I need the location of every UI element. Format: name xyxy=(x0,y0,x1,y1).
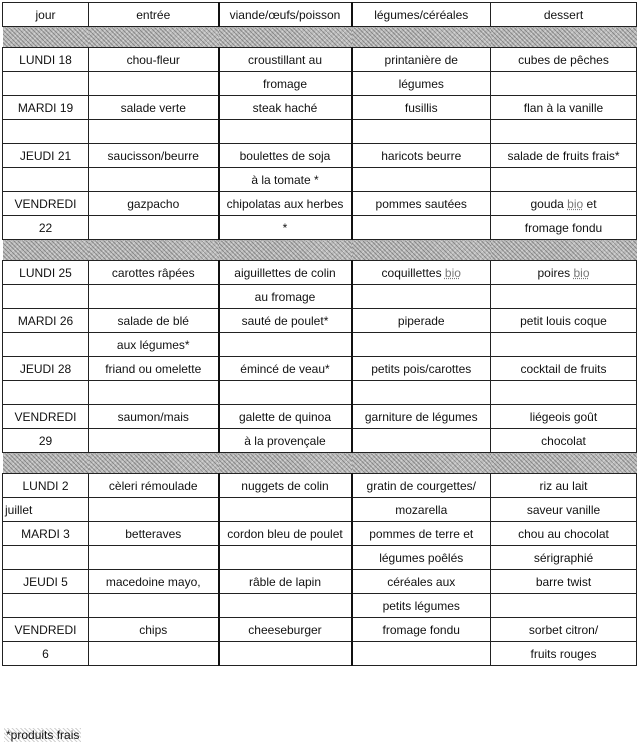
cell-legumes xyxy=(352,429,491,453)
cell-jour: MARDI 26 xyxy=(3,309,89,333)
header-entree: entrée xyxy=(89,3,219,27)
cell-legumes: céréales aux xyxy=(352,570,491,594)
cell-legumes: pommes sautées xyxy=(352,192,491,216)
menu-continuation-row xyxy=(3,594,637,618)
menu-day-row xyxy=(3,357,637,381)
cell-entree xyxy=(89,285,219,309)
separator-cell xyxy=(219,240,352,261)
cell-legumes: petits pois/carottes xyxy=(352,357,491,381)
cell-viande: râble de lapin xyxy=(219,570,352,594)
cell-jour: JEUDI 5 xyxy=(3,570,89,594)
cell-jour xyxy=(3,120,89,144)
cell-dessert xyxy=(491,594,637,618)
menu-day-row xyxy=(3,309,637,333)
header-legumes: légumes/céréales xyxy=(352,3,491,27)
cell-jour: JEUDI 28 xyxy=(3,357,89,381)
cell-entree xyxy=(89,498,219,522)
menu-continuation-row xyxy=(3,120,637,144)
cell-legumes xyxy=(352,168,491,192)
cell-legumes xyxy=(352,120,491,144)
cell-legumes: gratin de courgettes/ xyxy=(352,474,491,498)
cell-viande: à la tomate * xyxy=(219,168,352,192)
header-row xyxy=(3,3,637,27)
separator-cell xyxy=(89,453,219,474)
bio-label: bio xyxy=(573,265,590,280)
header-jour: jour xyxy=(3,3,89,27)
cell-entree: saucisson/beurre xyxy=(89,144,219,168)
cell-dessert: chocolat xyxy=(491,429,637,453)
menu-table xyxy=(2,2,637,666)
separator-cell xyxy=(3,453,89,474)
cell-dessert xyxy=(491,333,637,357)
separator-cell xyxy=(352,27,491,48)
cell-legumes xyxy=(352,333,491,357)
separator-cell xyxy=(491,240,637,261)
cell-dessert: flan à la vanille xyxy=(491,96,637,120)
menu-continuation-row xyxy=(3,72,637,96)
cell-jour xyxy=(3,546,89,570)
cell-legumes: printanière de xyxy=(352,48,491,72)
cell-legumes xyxy=(352,216,491,240)
cell-legumes: haricots beurre xyxy=(352,144,491,168)
cell-viande: steak haché xyxy=(219,96,352,120)
cell-legumes: légumes xyxy=(352,72,491,96)
cell-dessert: poires bio xyxy=(491,261,637,285)
cell-entree xyxy=(89,642,219,666)
menu-continuation-row xyxy=(3,546,637,570)
cell-jour: MARDI 19 xyxy=(3,96,89,120)
cell-dessert xyxy=(491,120,637,144)
cell-dessert: petit louis coque xyxy=(491,309,637,333)
separator-cell xyxy=(89,240,219,261)
cell-dessert xyxy=(491,381,637,405)
cell-jour xyxy=(3,333,89,357)
cell-viande: cordon bleu de poulet xyxy=(219,522,352,546)
cell-legumes: légumes poêlés xyxy=(352,546,491,570)
footnote: *produits frais xyxy=(6,728,80,742)
cell-legumes: mozarella xyxy=(352,498,491,522)
cell-viande: * xyxy=(219,216,352,240)
cell-entree: saumon/mais xyxy=(89,405,219,429)
cell-jour: LUNDI 2 xyxy=(3,474,89,498)
cell-entree xyxy=(89,72,219,96)
cell-viande xyxy=(219,642,352,666)
cell-legumes: pommes de terre et xyxy=(352,522,491,546)
cell-dessert: fromage fondu xyxy=(491,216,637,240)
cell-jour: JEUDI 21 xyxy=(3,144,89,168)
cell-jour: VENDREDI xyxy=(3,405,89,429)
cell-entree: carottes râpées xyxy=(89,261,219,285)
cell-entree: gazpacho xyxy=(89,192,219,216)
cell-jour xyxy=(3,285,89,309)
cell-viande xyxy=(219,381,352,405)
cell-entree xyxy=(89,546,219,570)
menu-day-row xyxy=(3,618,637,642)
separator-cell xyxy=(89,27,219,48)
separator-cell xyxy=(491,453,637,474)
menu-day-row xyxy=(3,405,637,429)
separator-cell xyxy=(491,27,637,48)
cell-jour: juillet xyxy=(3,498,89,522)
cell-legumes: coquillettes bio xyxy=(352,261,491,285)
menu-day-row xyxy=(3,192,637,216)
cell-dessert: cocktail de fruits xyxy=(491,357,637,381)
cell-entree xyxy=(89,120,219,144)
cell-dessert xyxy=(491,285,637,309)
separator-cell xyxy=(352,453,491,474)
cell-viande xyxy=(219,594,352,618)
cell-legumes: fromage fondu xyxy=(352,618,491,642)
cell-viande xyxy=(219,333,352,357)
menu-day-row xyxy=(3,144,637,168)
menu-day-row xyxy=(3,474,637,498)
cell-entree: aux légumes* xyxy=(89,333,219,357)
menu-continuation-row xyxy=(3,381,637,405)
menu-continuation-row xyxy=(3,333,637,357)
menu-day-row xyxy=(3,522,637,546)
cell-legumes xyxy=(352,285,491,309)
cell-viande xyxy=(219,498,352,522)
cell-entree: friand ou omelette xyxy=(89,357,219,381)
cell-entree xyxy=(89,168,219,192)
cell-viande: cheeseburger xyxy=(219,618,352,642)
menu-continuation-row xyxy=(3,429,637,453)
cell-jour xyxy=(3,594,89,618)
cell-jour: VENDREDI xyxy=(3,618,89,642)
cell-viande: sauté de poulet* xyxy=(219,309,352,333)
cell-jour: 6 xyxy=(3,642,89,666)
cell-entree xyxy=(89,594,219,618)
menu-continuation-row xyxy=(3,642,637,666)
cell-entree: chou-fleur xyxy=(89,48,219,72)
cell-entree: cèleri rémoulade xyxy=(89,474,219,498)
cell-jour: 22 xyxy=(3,216,89,240)
cell-dessert: barre twist xyxy=(491,570,637,594)
cell-viande: galette de quinoa xyxy=(219,405,352,429)
cell-jour xyxy=(3,72,89,96)
separator-cell xyxy=(3,240,89,261)
bio-label: bio xyxy=(567,196,584,211)
cell-viande: croustillant au xyxy=(219,48,352,72)
menu-continuation-row xyxy=(3,498,637,522)
cell-entree xyxy=(89,381,219,405)
cell-entree: macedoine mayo, xyxy=(89,570,219,594)
cell-jour: LUNDI 18 xyxy=(3,48,89,72)
cell-dessert: cubes de pêches xyxy=(491,48,637,72)
cell-viande xyxy=(219,546,352,570)
cell-dessert: fruits rouges xyxy=(491,642,637,666)
cell-dessert: chou au chocolat xyxy=(491,522,637,546)
cell-viande: émincé de veau* xyxy=(219,357,352,381)
menu-day-row xyxy=(3,48,637,72)
cell-legumes: piperade xyxy=(352,309,491,333)
cell-viande: fromage xyxy=(219,72,352,96)
week-separator xyxy=(3,453,637,474)
cell-dessert: saveur vanille xyxy=(491,498,637,522)
cell-dessert: sérigraphié xyxy=(491,546,637,570)
cell-legumes: garniture de légumes xyxy=(352,405,491,429)
separator-cell xyxy=(3,27,89,48)
menu-table-body xyxy=(3,3,637,666)
menu-continuation-row xyxy=(3,285,637,309)
cell-jour xyxy=(3,168,89,192)
header-viande: viande/œufs/poisson xyxy=(219,3,352,27)
cell-dessert: liégeois goût xyxy=(491,405,637,429)
header-dessert: dessert xyxy=(491,3,637,27)
cell-legumes xyxy=(352,381,491,405)
cell-entree: betteraves xyxy=(89,522,219,546)
cell-jour xyxy=(3,381,89,405)
cell-dessert: sorbet citron/ xyxy=(491,618,637,642)
cell-dessert: salade de fruits frais* xyxy=(491,144,637,168)
cell-entree xyxy=(89,216,219,240)
cell-entree: chips xyxy=(89,618,219,642)
cell-dessert xyxy=(491,168,637,192)
menu-day-row xyxy=(3,96,637,120)
cell-viande: aiguillettes de colin xyxy=(219,261,352,285)
cell-entree: salade de blé xyxy=(89,309,219,333)
cell-dessert: riz au lait xyxy=(491,474,637,498)
cell-dessert: gouda bio et xyxy=(491,192,637,216)
menu-continuation-row xyxy=(3,168,637,192)
cell-dessert xyxy=(491,72,637,96)
cell-entree: salade verte xyxy=(89,96,219,120)
week-separator xyxy=(3,27,637,48)
cell-legumes: fusillis xyxy=(352,96,491,120)
cell-viande: à la provençale xyxy=(219,429,352,453)
menu-continuation-row xyxy=(3,216,637,240)
cell-viande: nuggets de colin xyxy=(219,474,352,498)
cell-viande: chipolatas aux herbes xyxy=(219,192,352,216)
separator-cell xyxy=(219,453,352,474)
week-separator xyxy=(3,240,637,261)
cell-legumes xyxy=(352,642,491,666)
cell-entree xyxy=(89,429,219,453)
separator-cell xyxy=(352,240,491,261)
cell-viande: au fromage xyxy=(219,285,352,309)
separator-cell xyxy=(219,27,352,48)
cell-jour: VENDREDI xyxy=(3,192,89,216)
cell-jour: MARDI 3 xyxy=(3,522,89,546)
cell-jour: 29 xyxy=(3,429,89,453)
cell-legumes: petits légumes xyxy=(352,594,491,618)
menu-day-row xyxy=(3,570,637,594)
menu-day-row xyxy=(3,261,637,285)
bio-label: bio xyxy=(444,265,461,280)
cell-viande xyxy=(219,120,352,144)
cell-jour: LUNDI 25 xyxy=(3,261,89,285)
cell-viande: boulettes de soja xyxy=(219,144,352,168)
